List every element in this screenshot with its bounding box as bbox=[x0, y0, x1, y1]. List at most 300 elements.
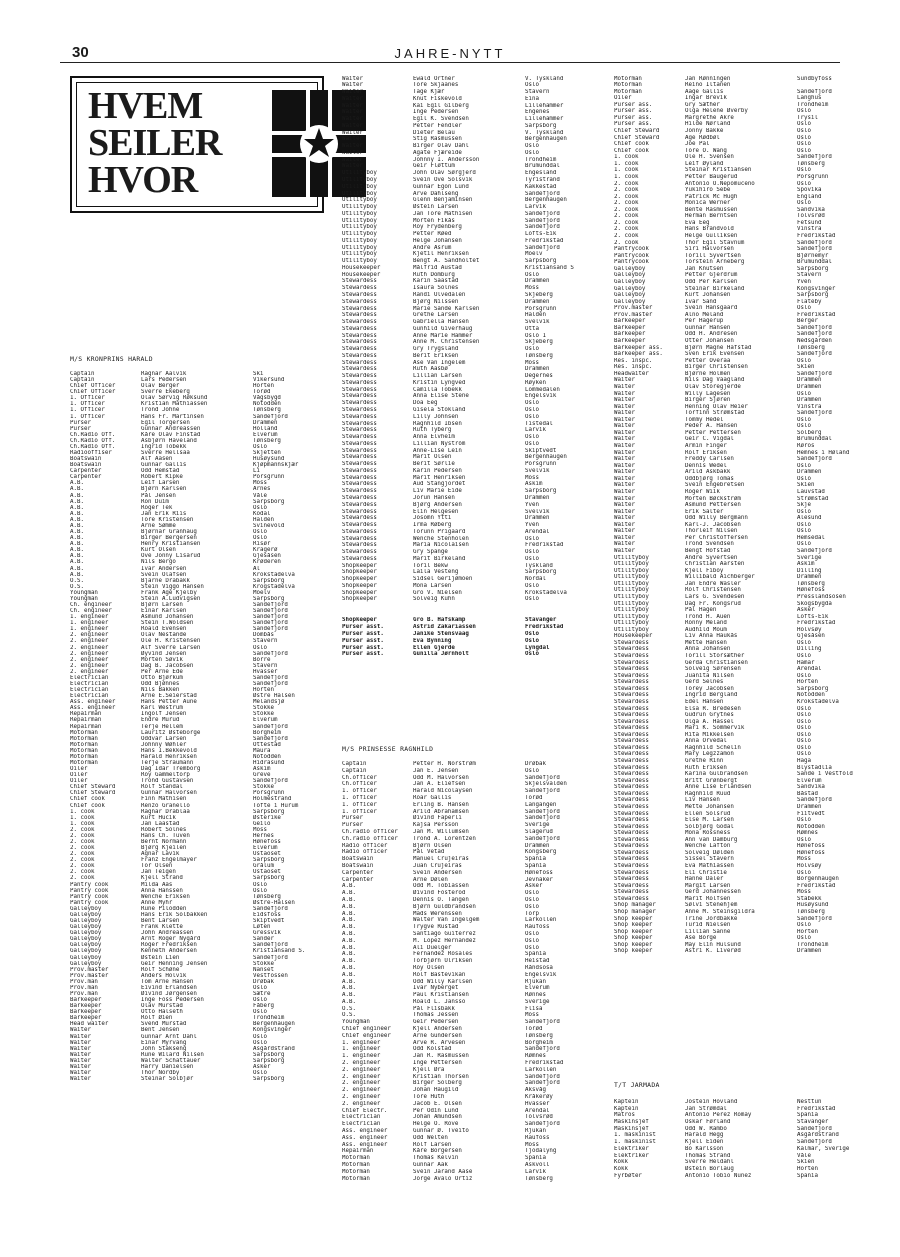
crew-name: Kjetil Henriksen bbox=[413, 251, 469, 258]
crew-hometown: Moss bbox=[797, 856, 811, 863]
crew-rank: Barkeeper bbox=[70, 1015, 102, 1022]
crew-rank: Waiter bbox=[614, 475, 635, 482]
crew-name: Ellen Solsrud bbox=[685, 810, 731, 817]
crew-hometown: Oslo bbox=[797, 147, 811, 154]
crew-rank: 2. cook bbox=[70, 845, 95, 852]
crew-rank: Electrician bbox=[70, 693, 109, 700]
crew-hometown: Holvsøy bbox=[797, 626, 822, 633]
crew-name: Stein Å.Ludvigsen bbox=[141, 595, 201, 602]
crew-rank: Waiter bbox=[70, 1045, 91, 1052]
crew-name: Hilde Nørland bbox=[685, 121, 731, 128]
crew-name: Oddvar Larsen bbox=[141, 735, 187, 742]
jarmada-section bbox=[614, 1081, 660, 1089]
crew-name: Egil Torgersen bbox=[141, 419, 190, 426]
crew-rank: Captain bbox=[342, 761, 367, 767]
crew-name: Dieter Belau bbox=[413, 129, 455, 136]
crew-name: Geir Pedersen bbox=[413, 1019, 459, 1026]
crew-name: Tore Huth bbox=[413, 1094, 445, 1101]
crew-name: Henning Olav Heier bbox=[685, 403, 748, 410]
crew-hometown: Drammen bbox=[525, 494, 550, 501]
crew-rank: Shopkeeper bbox=[342, 582, 377, 589]
crew-hometown: Oslo bbox=[797, 725, 811, 732]
crew-name: Elsa R. Bredesen bbox=[685, 705, 741, 712]
crew-hometown: Moss bbox=[253, 480, 267, 487]
crew-rank: Waiter bbox=[614, 482, 635, 489]
crew-hometown: Oslo bbox=[253, 644, 267, 651]
crew-rank: Stewardess bbox=[614, 784, 649, 791]
crew-name: Odd Willy Bergmann bbox=[685, 515, 748, 522]
crew-hometown: Hidrasund bbox=[253, 760, 285, 766]
crew-rank: A.B. bbox=[70, 492, 84, 499]
crew-rank: Stewardess bbox=[614, 738, 649, 745]
crew-hometown: Horten bbox=[797, 928, 818, 935]
crew-hometown: Sande i Vestfold bbox=[797, 771, 853, 778]
crew-hometown: Svinevold bbox=[253, 522, 285, 529]
crew-rank: 2. engineer bbox=[70, 650, 109, 657]
crew-rank: Stewardess bbox=[614, 659, 649, 666]
crew-hometown: Grålum bbox=[253, 863, 274, 870]
crew-name: Trond Svendsen bbox=[685, 541, 734, 548]
crew-hometown: Oslo bbox=[525, 944, 539, 951]
crew-name: Helge Gulliksen bbox=[685, 233, 738, 239]
crew-name: Gunnar Andreassen bbox=[141, 425, 201, 432]
crew-hometown: Oslo bbox=[525, 535, 539, 542]
crew-hometown: Flateby bbox=[797, 298, 822, 305]
crew-name: Erik Salter bbox=[685, 508, 724, 515]
crew-rank: Ch.Radio Off. bbox=[70, 443, 116, 450]
crew-hometown: Asker bbox=[525, 883, 543, 890]
crew-name: Knut Fiskevold bbox=[413, 95, 462, 102]
crew-name: Per Arne Ede bbox=[141, 668, 183, 675]
crew-rank: A.B. bbox=[342, 985, 356, 992]
crew-hometown: Sandvika bbox=[797, 784, 825, 791]
crew-hometown: Tolvsrød bbox=[797, 213, 825, 220]
crew-rank: Maskinsjef bbox=[614, 1119, 649, 1126]
crew-rank: Stewardess bbox=[342, 508, 377, 515]
crew-hometown: Spania bbox=[525, 951, 546, 958]
crew-name: Stein Viggo Hansen bbox=[141, 583, 204, 590]
crew-rank: Galleyboy bbox=[70, 948, 102, 955]
crew-rank: Waiter bbox=[614, 410, 635, 417]
crew-hometown: Sander bbox=[253, 936, 274, 943]
crew-hometown: Dilling bbox=[797, 646, 822, 653]
crew-rank: 2. engineer bbox=[70, 662, 109, 669]
crew-rank: Maskinsjef bbox=[614, 1125, 649, 1132]
crew-name: Petter Baugerud bbox=[685, 173, 738, 180]
crew-rank: Barkeeper bbox=[70, 1003, 102, 1010]
crew-rank: 1. officer bbox=[342, 808, 377, 815]
crew-rank: 1. cook bbox=[70, 820, 95, 827]
crew-hometown: Ustaoset bbox=[253, 851, 281, 858]
crew-hometown: Vikersund bbox=[253, 377, 285, 384]
crew-hometown: Fredrikstad bbox=[525, 623, 564, 630]
crew-hometown: Solberg bbox=[797, 429, 822, 436]
crew-rank: Stewardess bbox=[342, 420, 377, 427]
crew-rank: Stewardess bbox=[614, 653, 649, 659]
crew-name: Odd Willy Karlsen bbox=[413, 978, 473, 985]
crew-rank: Electrician bbox=[342, 1121, 381, 1128]
crew-name: Pål Vetad bbox=[413, 849, 445, 856]
crew-hometown: Tønsberg bbox=[253, 893, 281, 900]
crew-hometown: Oslo bbox=[797, 462, 811, 469]
crew-rank: Stewardess bbox=[614, 810, 649, 817]
crew-hometown: Sundbyfoss bbox=[797, 75, 832, 82]
crew-name: Lillian Larsen bbox=[413, 373, 462, 380]
crew-rank: Stewardess bbox=[614, 666, 649, 673]
crew-hometown: Båstad bbox=[797, 790, 818, 797]
crew-hometown: Brumunddal bbox=[797, 436, 832, 443]
crew-rank: Galleyboy bbox=[70, 942, 102, 949]
crew-rank: Prov.master bbox=[614, 311, 653, 318]
crew-rank: Waiter bbox=[614, 469, 635, 476]
crew-hometown: Hønefoss bbox=[253, 839, 281, 846]
crew-rank: Carpenter bbox=[70, 468, 102, 475]
crew-name: Marit Olsen bbox=[413, 454, 452, 461]
crew-rank: Barkeeper bbox=[614, 331, 646, 338]
crew-hometown: Porsgrunn bbox=[525, 461, 557, 468]
crew-rank: Shop keeper bbox=[614, 928, 653, 935]
crew-name: Alno Meland bbox=[685, 311, 724, 318]
crew-hometown: Sandefjord bbox=[525, 210, 560, 217]
crew-hometown: Tyskland bbox=[525, 562, 553, 569]
crew-name: Bjørne Holmen bbox=[685, 370, 731, 377]
crew-hometown: Skien bbox=[797, 1159, 815, 1166]
crew-name: Mette Johansen bbox=[685, 803, 734, 810]
crew-hometown: Åsgårdstrand bbox=[797, 1132, 839, 1139]
crew-name: Marit Birkeland bbox=[413, 555, 466, 562]
crew-name: Mari K. Sommervik bbox=[685, 725, 745, 732]
crew-rank: Stewardess bbox=[614, 777, 649, 784]
crew-rank: Stewardess bbox=[614, 830, 649, 837]
crew-rank: 2. engineer bbox=[342, 1080, 381, 1087]
section-heading: T/T JARMADA bbox=[614, 1081, 660, 1089]
crew-rank: Galleyboy bbox=[70, 911, 102, 918]
crew-name: Ragnar Drablaa bbox=[141, 808, 190, 815]
crew-name: Gunnar Arnt Dahl bbox=[141, 1033, 197, 1040]
crew-rank: 2. cook bbox=[614, 193, 639, 200]
crew-rank: Waiter bbox=[614, 429, 635, 436]
crew-name: Robert Solnes bbox=[141, 826, 187, 833]
crew-hometown: Oslo bbox=[797, 423, 811, 430]
crew-rank: Galleyboy bbox=[70, 954, 102, 961]
crew-name: Frank Klette bbox=[141, 924, 183, 931]
crew-rank: Waiter bbox=[342, 75, 363, 82]
crew-rank: 2. engineer bbox=[70, 656, 109, 663]
crew-name: Olav Storegjerde bbox=[685, 383, 741, 390]
crew-hometown: Geilo bbox=[253, 820, 271, 827]
crew-rank: Galleyboy bbox=[614, 265, 646, 272]
kronprins-section bbox=[70, 355, 153, 363]
crew-hometown: Sandefjord bbox=[525, 815, 560, 822]
crew-rank: Shopkeeper bbox=[342, 562, 377, 569]
crew-rank: Stewardess bbox=[342, 447, 377, 454]
crew-name: Johan Haugild bbox=[413, 1087, 459, 1094]
crew-rank: A.B. bbox=[70, 480, 84, 487]
crew-hometown: Engenes bbox=[525, 109, 550, 116]
crew-name: Pål Flisbakk bbox=[413, 1005, 455, 1012]
crew-hometown: Stokke bbox=[253, 705, 274, 712]
crew-rank: Oiler bbox=[70, 772, 88, 779]
crew-hometown: Li bbox=[253, 468, 260, 475]
crew-name: Inge Foss Pedersen bbox=[141, 997, 204, 1004]
crew-rank: Waiter bbox=[614, 377, 635, 384]
crew-rank: Purser asst. bbox=[342, 623, 384, 630]
crew-hometown: Blystadlia bbox=[797, 764, 832, 771]
crew-hometown: Sandefjord bbox=[797, 154, 832, 161]
crew-hometown: Oslo bbox=[797, 869, 811, 876]
crew-hometown: Sandefjord bbox=[797, 456, 832, 463]
crew-rank: Waiter bbox=[614, 488, 635, 495]
crew-name: Josomn Ytti bbox=[413, 515, 452, 522]
crew-name: Jorun Hansen bbox=[413, 494, 455, 501]
crew-rank: Waiter bbox=[70, 1069, 91, 1076]
crew-name: Svein Engebretsen bbox=[685, 482, 745, 489]
crew-name: Milda Aas bbox=[141, 881, 173, 888]
crew-rank: Chief Steward bbox=[70, 790, 116, 797]
crew-rank: Utilityboy bbox=[614, 607, 649, 614]
crew-hometown: Spania bbox=[797, 1172, 818, 1179]
crew-rank: Stewardess bbox=[342, 393, 377, 400]
crew-name: Gunhild Giverhaug bbox=[413, 325, 473, 332]
crew-rank: Stewardess bbox=[614, 744, 649, 751]
crew-name: Bent Larsen bbox=[141, 918, 180, 925]
crew-name: Per Christoffersen bbox=[685, 534, 748, 541]
crew-rank: Purser asst. bbox=[342, 630, 384, 637]
crew-rank: Stewardess bbox=[342, 461, 377, 468]
crew-rank: Utilityboy bbox=[614, 574, 649, 581]
crew-rank: Utilityboy bbox=[342, 170, 377, 177]
crew-name: Ragnhild Schelin bbox=[685, 744, 741, 751]
crew-name: Hans I.Bekkevold bbox=[141, 747, 197, 754]
crew-rank: Galleyboy bbox=[614, 272, 646, 279]
crew-hometown: Yven bbox=[525, 522, 539, 529]
crew-rank: Ch.officer bbox=[342, 781, 377, 788]
crew-hometown: Oslo bbox=[525, 896, 539, 903]
crew-hometown: Tistedal bbox=[525, 420, 553, 427]
crew-name: Robert Kipke bbox=[141, 474, 183, 481]
crew-rank: Waiter bbox=[614, 521, 635, 528]
crew-hometown: Oslo bbox=[525, 767, 539, 774]
crew-name: Gunnar Gallis bbox=[141, 462, 187, 469]
crew-rank: Waiter bbox=[614, 548, 635, 554]
crew-rank: Stewardess bbox=[342, 535, 377, 542]
crew-hometown: Oslo bbox=[797, 639, 811, 646]
crew-rank: Chief cook bbox=[70, 802, 105, 809]
crew-name: Eva Mathiassen bbox=[685, 863, 734, 869]
crew-name: Kjell Andersen bbox=[413, 1026, 462, 1033]
crew-hometown: Fåberg bbox=[253, 1003, 274, 1010]
crew-rank: Stewardess bbox=[342, 332, 377, 339]
crew-hometown: Oslo bbox=[797, 305, 811, 312]
crew-rank: Utilityboy bbox=[614, 561, 649, 568]
crew-rank: Chief Officer bbox=[70, 389, 116, 396]
crew-hometown: Nedsgården bbox=[797, 338, 832, 344]
crew-name: Åsmund Pettersen bbox=[685, 502, 741, 509]
crew-name: Gunnar Aak bbox=[413, 1162, 448, 1169]
crew-hometown: Borgheim bbox=[525, 1039, 553, 1046]
crew-rank: Waiter bbox=[70, 1027, 91, 1034]
logo-line: HVEM bbox=[88, 85, 203, 127]
crew-name: Gry Sæther bbox=[685, 101, 720, 108]
crew-name: Irma Røberg bbox=[413, 522, 452, 529]
crew-rank: Motorman bbox=[614, 75, 642, 82]
crew-hometown: Lommedalen bbox=[525, 386, 560, 393]
crew-name: Johnny Wøhler bbox=[141, 741, 187, 748]
crew-hometown: Sandefjord bbox=[253, 620, 288, 627]
crew-hometown: Kakkestad bbox=[525, 183, 557, 190]
crew-rank: Stewardess bbox=[342, 515, 377, 522]
crew-hometown: Sarpsborg bbox=[253, 1057, 285, 1064]
crew-rank: Barkeeper bbox=[614, 318, 646, 325]
crew-rank: Carpenter bbox=[342, 876, 374, 883]
crew-hometown: Fetsund bbox=[797, 219, 822, 226]
crew-rank: Ch. engineer bbox=[70, 608, 112, 615]
crew-rank: Waiter bbox=[614, 383, 635, 390]
crew-name: Terje Straumann bbox=[141, 760, 194, 766]
crew-rank: 2. cook bbox=[70, 851, 95, 858]
crew-rank: Stewardess bbox=[342, 440, 377, 447]
crew-name: Anne Myhr bbox=[141, 899, 173, 906]
crew-rank: Galleyboy bbox=[70, 930, 102, 937]
crew-name: Eli Christie bbox=[685, 869, 727, 876]
crew-rank: Purser asst. bbox=[342, 644, 384, 651]
crew-rank: Waiter bbox=[614, 397, 635, 404]
crew-hometown: Brumunddal bbox=[797, 259, 832, 266]
crew-rank: 1. officer bbox=[342, 794, 377, 801]
crew-rank: 2. cook bbox=[70, 869, 95, 876]
crew-name: Reino Iltanen bbox=[685, 82, 731, 89]
crew-name: Trond A. Lorentzen bbox=[413, 835, 476, 842]
crew-rank: Utilityboy bbox=[342, 204, 377, 211]
crew-rank: Stewardess bbox=[342, 454, 377, 461]
crew-name: Alf Sverre Larsen bbox=[141, 644, 201, 651]
crew-hometown: Larvik bbox=[525, 427, 546, 434]
crew-hometown: Trondheim bbox=[253, 1015, 285, 1022]
crew-name: Bjørg Nilssen bbox=[413, 298, 459, 305]
crew-hometown: Østre-Halsen bbox=[253, 899, 295, 906]
crew-rank: 2. engineer bbox=[342, 1100, 381, 1107]
crew-rank: Stewardess bbox=[614, 725, 649, 732]
crew-hometown: Oslo bbox=[525, 400, 539, 407]
crew-rank: A.B. bbox=[342, 971, 356, 978]
crew-name: Åse Van Ingelem bbox=[413, 359, 466, 366]
crew-hometown: Ottestad bbox=[253, 741, 281, 748]
crew-hometown: Engelsvik bbox=[525, 971, 557, 978]
crew-hometown: Hvasser bbox=[253, 668, 278, 675]
crew-rank: O.S. bbox=[70, 583, 84, 590]
crew-hometown: Sandefjord bbox=[253, 954, 288, 961]
crew-rank: Stewardess bbox=[342, 292, 377, 298]
crew-name: Margit Larsen bbox=[685, 882, 731, 889]
crew-name: Torfinn Strømstad bbox=[685, 410, 745, 417]
crew-rank: Stewardess bbox=[342, 386, 377, 393]
crew-name: Tore Skjaanes bbox=[413, 82, 459, 89]
crew-name: Anna Elise Stene bbox=[413, 393, 469, 400]
crew-rank: 2. engineer bbox=[342, 1066, 381, 1073]
crew-hometown: Slagerud bbox=[525, 828, 553, 835]
crew-name: Rolf Standal bbox=[141, 784, 183, 791]
crew-rank: Pantry cook bbox=[70, 893, 109, 900]
crew-hometown: Vestfossen bbox=[253, 972, 288, 979]
crew-rank: Waiter bbox=[342, 109, 363, 116]
crew-hometown: Sandefjord bbox=[525, 788, 560, 795]
crew-hometown: Greve bbox=[253, 772, 271, 779]
crew-name: Finn Mathisen bbox=[141, 796, 187, 803]
crew-rank: Pantrycook bbox=[614, 252, 649, 259]
crew-rank: 2. cook bbox=[70, 875, 95, 882]
crew-name: Antonio Perez Romay bbox=[685, 1112, 752, 1119]
crew-rank: Stewardess bbox=[614, 679, 649, 686]
crew-name: Torey Jacobsen bbox=[685, 685, 734, 692]
crew-hometown: Bergenhaugen bbox=[253, 1021, 295, 1028]
crew-name: Jan A. Eliefsen bbox=[413, 781, 466, 788]
crew-name: Ragnhild Ibsen bbox=[413, 420, 462, 427]
crew-rank: Oiler bbox=[614, 95, 632, 102]
crew-name: Gunnar Hansen bbox=[685, 324, 731, 331]
crew-hometown: Porsgrunn bbox=[525, 305, 557, 312]
crew-name: Bjørn Olsen bbox=[413, 842, 452, 849]
crew-name: Kajsa Persson bbox=[413, 822, 459, 829]
crew-rank: Stewardess bbox=[614, 803, 649, 810]
crew-hometown: Fredrikstad bbox=[525, 1060, 564, 1067]
crew-rank: Utilityboy bbox=[342, 237, 377, 244]
crew-hometown: Sandefjord bbox=[253, 614, 288, 621]
crew-rank: Utilityboy bbox=[342, 231, 377, 238]
crew-rank: Elektriker bbox=[614, 1145, 649, 1152]
crew-name: Arild Askbakk bbox=[685, 469, 731, 476]
crew-hometown: Sarpsborg bbox=[797, 265, 829, 272]
crew-hometown: Tønsberg bbox=[525, 1032, 553, 1039]
crew-hometown: Engesland bbox=[525, 170, 557, 177]
crew-name: Berit Sørlie bbox=[413, 461, 455, 468]
crew-name: Svein Olafsen bbox=[141, 571, 187, 578]
crew-hometown: Sarpsborg bbox=[797, 685, 829, 692]
crew-hometown: Arendal bbox=[525, 1107, 550, 1114]
logo-line: HVOR bbox=[88, 159, 198, 201]
crew-name: Turid Nielsen bbox=[685, 922, 731, 929]
crew-rank: Chief Steward bbox=[614, 134, 660, 141]
crew-hometown: Moss bbox=[525, 1012, 539, 1019]
crew-name: Terje Hellem bbox=[141, 723, 183, 730]
crew-hometown: Svelvik bbox=[525, 508, 550, 515]
crew-hometown: Bjørnemyr bbox=[797, 252, 829, 259]
crew-name: Karin Saastad bbox=[413, 278, 459, 285]
crew-hometown: Oslo bbox=[797, 475, 811, 482]
crew-rank: 1. maskinist bbox=[614, 1139, 656, 1146]
crew-hometown: Moss bbox=[525, 1141, 539, 1148]
crew-rank: Pantrycook bbox=[614, 259, 649, 266]
crew-hometown: Skjeberg bbox=[525, 292, 553, 298]
crew-hometown: Stavanger bbox=[797, 1119, 829, 1126]
crew-name: Rita Mikkelsen bbox=[685, 731, 734, 738]
crew-hometown: Sarpsborg bbox=[797, 292, 829, 299]
crew-rank: Barkeeper bbox=[70, 1009, 102, 1016]
crew-rank: A.B. bbox=[342, 910, 356, 917]
crew-rank: Motorman bbox=[70, 760, 98, 766]
crew-name: Tor Olsen bbox=[141, 863, 173, 870]
crew-hometown: Holvsøy bbox=[797, 863, 822, 869]
crew-rank: Res. inspc. bbox=[614, 364, 653, 371]
crew-rank: 2. cook bbox=[70, 826, 95, 833]
crew-rank: Chief cook bbox=[614, 141, 649, 148]
crew-hometown: Spania bbox=[797, 1112, 818, 1119]
crew-name: Kristin Lyngved bbox=[413, 379, 466, 386]
crew-rank: Prov.master bbox=[70, 972, 109, 979]
crew-rank: Waiter bbox=[342, 136, 363, 143]
crew-hometown: Porsgrunn bbox=[797, 173, 829, 180]
crew-hometown: Oslo bbox=[797, 357, 811, 364]
crew-name: Solbjørg Godal bbox=[685, 823, 734, 830]
